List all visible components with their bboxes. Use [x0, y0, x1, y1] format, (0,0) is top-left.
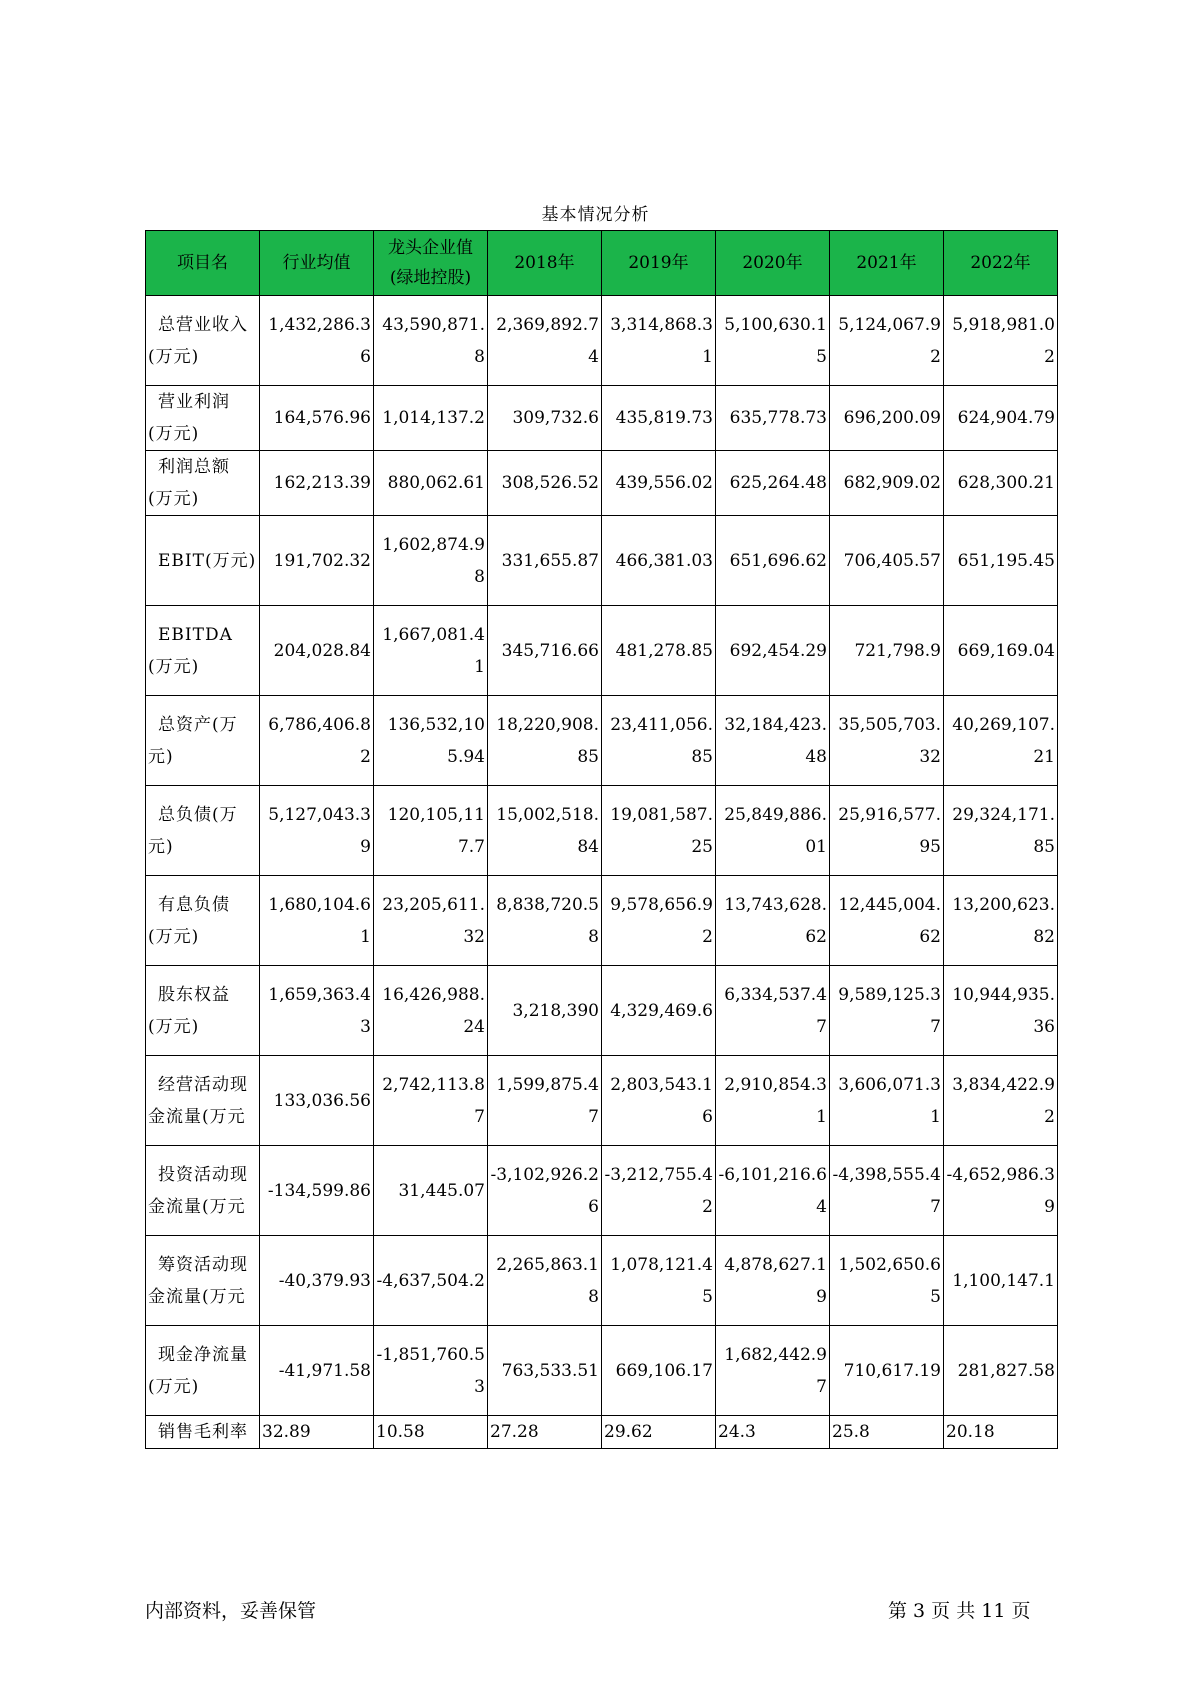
column-header: 行业均值: [260, 231, 374, 296]
table-cell: 32,184,423.48: [716, 696, 830, 786]
table-cell: 5,918,981.02: [944, 296, 1058, 386]
table-cell: 706,405.57: [830, 516, 944, 606]
row-label: EBITDA(万元): [146, 606, 260, 696]
footer-confidential-note: 内部资料，妥善保管: [145, 1600, 317, 1622]
table-cell: 466,381.03: [602, 516, 716, 606]
table-header: [146, 231, 1058, 296]
table-cell: 481,278.85: [602, 606, 716, 696]
table-cell: 2,910,854.31: [716, 1056, 830, 1146]
table-cell: 5,124,067.92: [830, 296, 944, 386]
table-cell: -4,398,555.47: [830, 1146, 944, 1236]
table-cell: 669,106.17: [602, 1326, 716, 1416]
table-cell: 5,100,630.15: [716, 296, 830, 386]
table-cell: 19,081,587.25: [602, 786, 716, 876]
table-cell: 1,100,147.1: [944, 1236, 1058, 1326]
table-cell: 204,028.84: [260, 606, 374, 696]
table-cell: 763,533.51: [488, 1326, 602, 1416]
table-cell: 164,576.96: [260, 386, 374, 451]
table-cell: 35,505,703.32: [830, 696, 944, 786]
table-cell: 692,454.29: [716, 606, 830, 696]
row-label: 总营业收入 (万元): [146, 296, 260, 386]
table-cell: -134,599.86: [260, 1146, 374, 1236]
table-cell: 628,300.21: [944, 451, 1058, 516]
table-cell: 20.18: [944, 1416, 1058, 1449]
footer-page-number: 第 3 页 共 11 页: [888, 1600, 1031, 1622]
header-row: [146, 231, 1058, 296]
table-cell: 3,314,868.31: [602, 296, 716, 386]
table-cell: 3,834,422.92: [944, 1056, 1058, 1146]
table-row: [146, 1236, 1058, 1326]
table-cell: 25.8: [830, 1416, 944, 1449]
table-row: [146, 876, 1058, 966]
column-header: 2019年: [602, 231, 716, 296]
row-label: 现金净流量 (万元): [146, 1326, 260, 1416]
table-row: [146, 696, 1058, 786]
row-label: 利润总额 (万元): [146, 451, 260, 516]
financial-table: [145, 230, 1058, 1449]
table-cell: 25,916,577.95: [830, 786, 944, 876]
column-header: 2021年: [830, 231, 944, 296]
table-cell: 9,589,125.37: [830, 966, 944, 1056]
table-cell: 32.89: [260, 1416, 374, 1449]
table-cell: 9,578,656.92: [602, 876, 716, 966]
table-cell: -41,971.58: [260, 1326, 374, 1416]
table-row: [146, 786, 1058, 876]
table-row: [146, 966, 1058, 1056]
table-cell: 331,655.87: [488, 516, 602, 606]
table-row: [146, 1326, 1058, 1416]
row-label: 经营活动现金流量(万元: [146, 1056, 260, 1146]
table-cell: 29.62: [602, 1416, 716, 1449]
table-cell: 1,667,081.41: [374, 606, 488, 696]
table-body: [146, 296, 1058, 1449]
row-label: 筹资活动现金流量(万元: [146, 1236, 260, 1326]
table-cell: 635,778.73: [716, 386, 830, 451]
table-cell: 6,786,406.82: [260, 696, 374, 786]
row-label: 股东权益 (万元): [146, 966, 260, 1056]
table-cell: 10,944,935.36: [944, 966, 1058, 1056]
column-header: 2022年: [944, 231, 1058, 296]
table-cell: 682,909.02: [830, 451, 944, 516]
table-cell: 18,220,908.85: [488, 696, 602, 786]
table-cell: -4,637,504.2: [374, 1236, 488, 1326]
table-cell: 1,432,286.36: [260, 296, 374, 386]
table-cell: 31,445.07: [374, 1146, 488, 1236]
row-label: 总资产(万元): [146, 696, 260, 786]
table-cell: 40,269,107.21: [944, 696, 1058, 786]
table-cell: 4,878,627.19: [716, 1236, 830, 1326]
table-cell: 23,411,056.85: [602, 696, 716, 786]
table-cell: 1,682,442.97: [716, 1326, 830, 1416]
table-cell: 8,838,720.58: [488, 876, 602, 966]
table-cell: 1,659,363.43: [260, 966, 374, 1056]
column-header: 项目名: [146, 231, 260, 296]
table-caption: 基本情况分析: [541, 205, 650, 225]
row-label: 投资活动现金流量(万元: [146, 1146, 260, 1236]
column-header: 2020年: [716, 231, 830, 296]
table-cell: 25,849,886.01: [716, 786, 830, 876]
table-cell: 435,819.73: [602, 386, 716, 451]
table-cell: 2,265,863.18: [488, 1236, 602, 1326]
table-cell: 23,205,611.32: [374, 876, 488, 966]
table-cell: 191,702.32: [260, 516, 374, 606]
table-row: [146, 606, 1058, 696]
table-cell: 308,526.52: [488, 451, 602, 516]
table-cell: 120,105,117.7: [374, 786, 488, 876]
table-cell: 24.3: [716, 1416, 830, 1449]
row-label: 总负债(万元): [146, 786, 260, 876]
table-cell: -4,652,986.39: [944, 1146, 1058, 1236]
table-cell: 1,502,650.65: [830, 1236, 944, 1326]
table-cell: -1,851,760.53: [374, 1326, 488, 1416]
table-cell: 651,195.45: [944, 516, 1058, 606]
column-header: 龙头企业值 (绿地控股): [374, 231, 488, 296]
table-cell: -3,212,755.42: [602, 1146, 716, 1236]
table-cell: 133,036.56: [260, 1056, 374, 1146]
table-cell: 625,264.48: [716, 451, 830, 516]
table-cell: 136,532,105.94: [374, 696, 488, 786]
table-cell: 15,002,518.84: [488, 786, 602, 876]
table-cell: 309,732.6: [488, 386, 602, 451]
table-cell: 13,743,628.62: [716, 876, 830, 966]
table-cell: 1,014,137.2: [374, 386, 488, 451]
table-cell: 1,599,875.47: [488, 1056, 602, 1146]
table-cell: 1,602,874.98: [374, 516, 488, 606]
table-row: [146, 296, 1058, 386]
table-cell: 696,200.09: [830, 386, 944, 451]
table-row: [146, 1416, 1058, 1449]
table-cell: 345,716.66: [488, 606, 602, 696]
table-cell: 1,078,121.45: [602, 1236, 716, 1326]
table-cell: 16,426,988.24: [374, 966, 488, 1056]
table-cell: 721,798.9: [830, 606, 944, 696]
column-header: 2018年: [488, 231, 602, 296]
row-label: 营业利润 (万元): [146, 386, 260, 451]
table-cell: 29,324,171.85: [944, 786, 1058, 876]
table-cell: -40,379.93: [260, 1236, 374, 1326]
table-cell: 13,200,623.82: [944, 876, 1058, 966]
row-label: 销售毛利率: [146, 1416, 260, 1449]
table-cell: 710,617.19: [830, 1326, 944, 1416]
row-label: EBIT(万元): [146, 516, 260, 606]
table-cell: 2,803,543.16: [602, 1056, 716, 1146]
table-cell: 5,127,043.39: [260, 786, 374, 876]
table-cell: 10.58: [374, 1416, 488, 1449]
table-cell: 4,329,469.6: [602, 966, 716, 1056]
table-cell: -3,102,926.26: [488, 1146, 602, 1236]
table-cell: 880,062.61: [374, 451, 488, 516]
table-cell: 669,169.04: [944, 606, 1058, 696]
table-row: [146, 451, 1058, 516]
table-cell: 624,904.79: [944, 386, 1058, 451]
table-cell: 43,590,871.8: [374, 296, 488, 386]
row-label: 有息负债 (万元): [146, 876, 260, 966]
table-cell: 3,218,390: [488, 966, 602, 1056]
table-cell: 1,680,104.61: [260, 876, 374, 966]
table-cell: 281,827.58: [944, 1326, 1058, 1416]
table-cell: 2,369,892.74: [488, 296, 602, 386]
table-cell: 162,213.39: [260, 451, 374, 516]
table-cell: -6,101,216.64: [716, 1146, 830, 1236]
table-row: [146, 386, 1058, 451]
table-cell: 2,742,113.87: [374, 1056, 488, 1146]
table-cell: 3,606,071.31: [830, 1056, 944, 1146]
table-cell: 6,334,537.47: [716, 966, 830, 1056]
table-row: [146, 1146, 1058, 1236]
table-cell: 439,556.02: [602, 451, 716, 516]
table-cell: 27.28: [488, 1416, 602, 1449]
table-row: [146, 1056, 1058, 1146]
table-cell: 651,696.62: [716, 516, 830, 606]
table-row: [146, 516, 1058, 606]
table-cell: 12,445,004.62: [830, 876, 944, 966]
